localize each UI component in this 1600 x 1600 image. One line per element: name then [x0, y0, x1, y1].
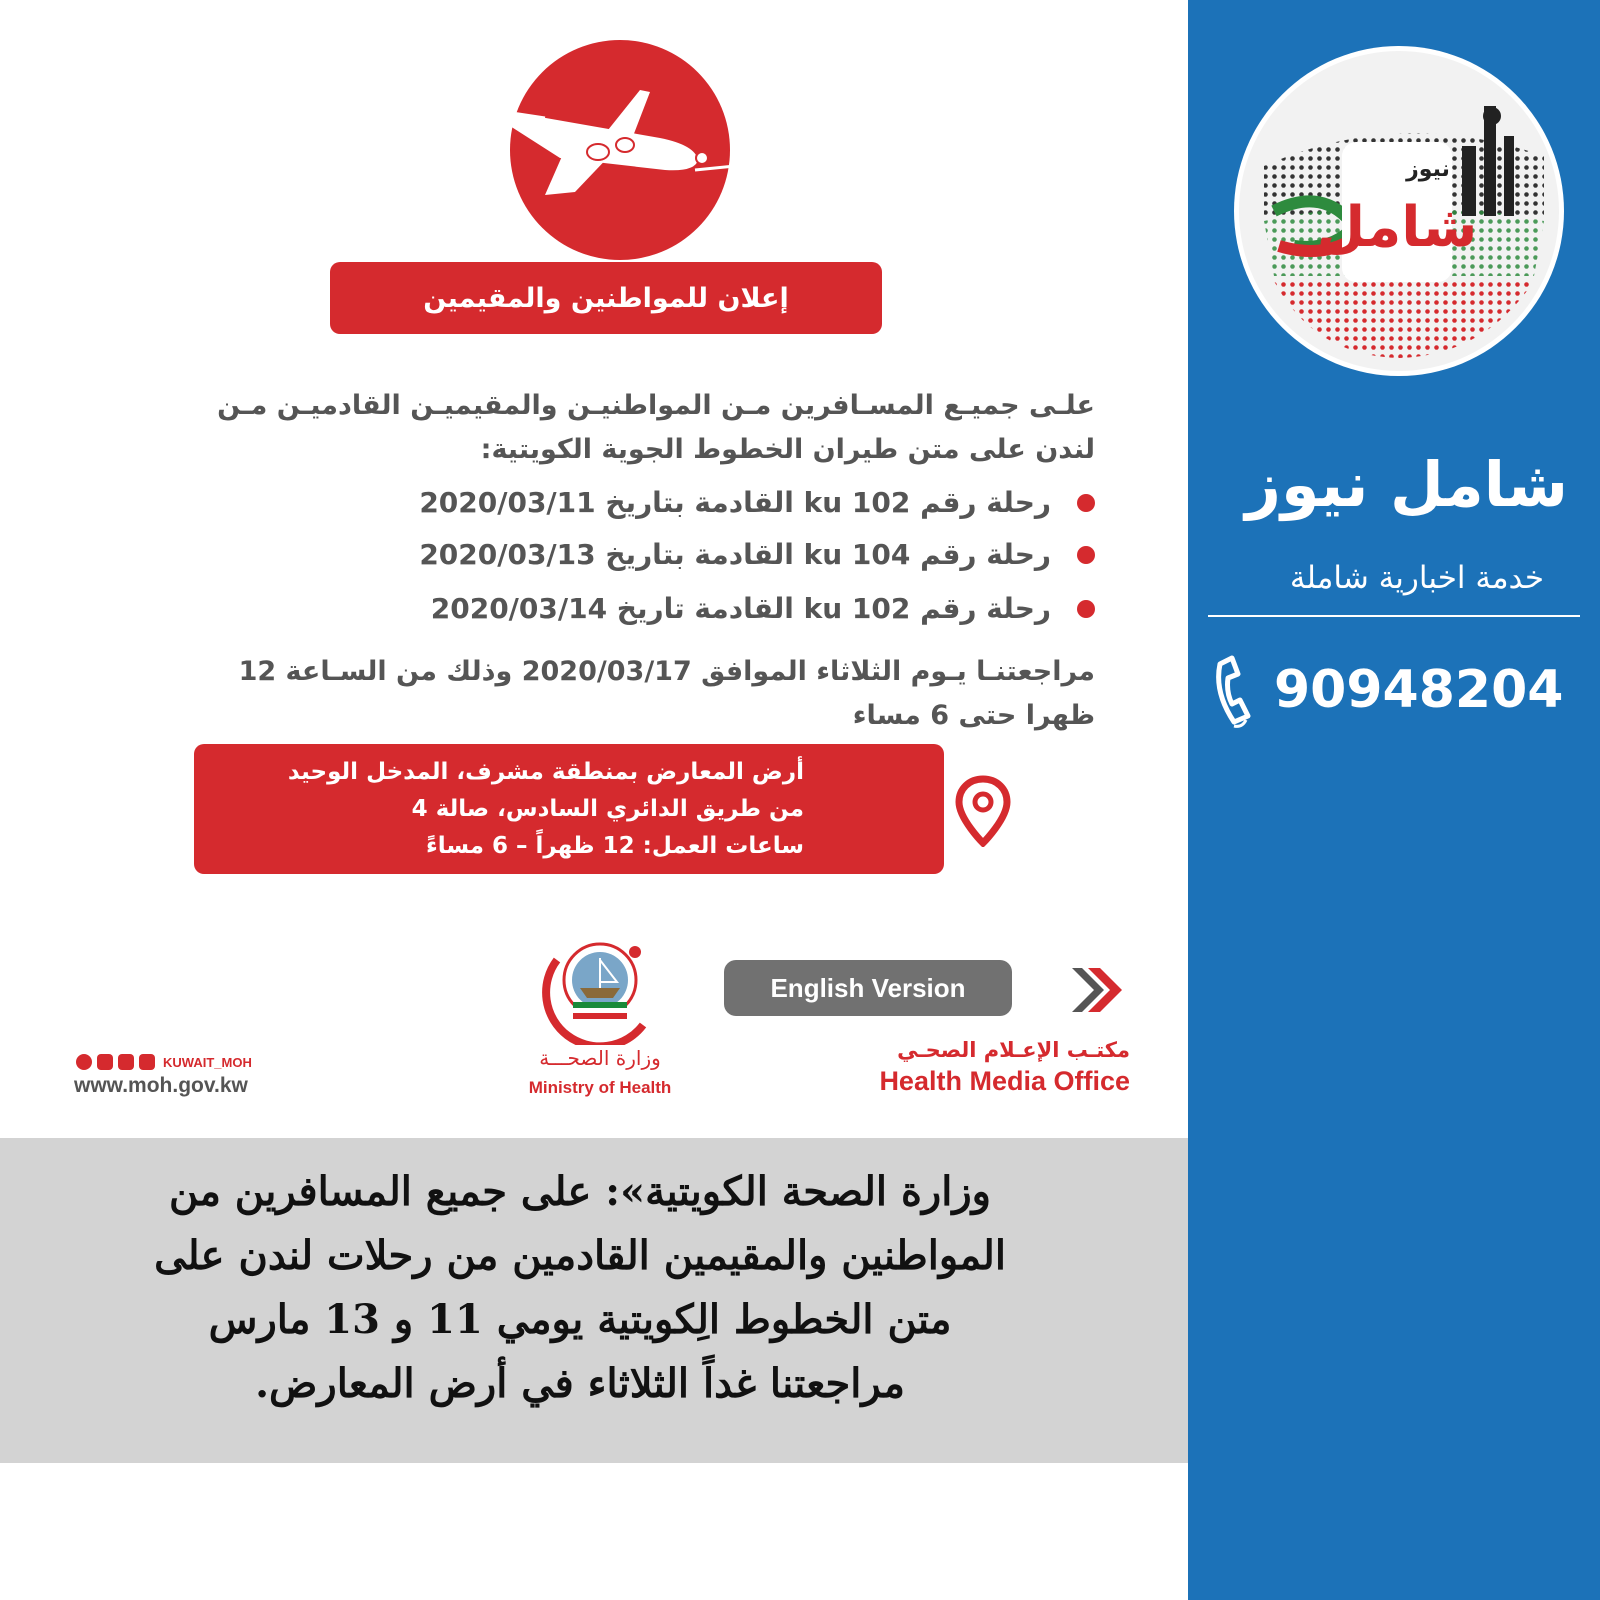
caption-line-4: مراجعتنا غداً الثلاثاء في أرض المعارض.	[255, 1360, 905, 1407]
logo-large-text: شامل	[1316, 195, 1478, 260]
visit-paragraph	[110, 650, 1095, 738]
bullet-dot	[1077, 600, 1095, 618]
instagram-icon[interactable]	[97, 1054, 113, 1070]
brand-name: شامل نيوز	[1245, 448, 1568, 521]
english-version-button[interactable]	[724, 960, 1012, 1016]
visit-line-1: مراجعتنـا يـوم الثلاثاء الموافق 2020/03/17 وذلك من السـاعة 12	[238, 656, 1095, 687]
visit-line-2: ظهرا حتى 6 مساء	[852, 700, 1095, 731]
location-pin-icon	[955, 775, 1011, 847]
caption-line-3: متن الخطوط الِكويتية يومي 11 و 13 مارس	[208, 1296, 952, 1343]
phone-number[interactable]: 90948204	[1274, 660, 1564, 720]
brand-tagline: خدمة اخبارية شاملة	[1289, 560, 1544, 596]
social-links	[76, 1054, 252, 1070]
phone-icon	[1212, 652, 1270, 732]
announcement-title-banner	[330, 262, 882, 334]
ministry-emblem-icon	[535, 930, 665, 1045]
sidebar-divider	[1208, 615, 1580, 617]
location-line-3: ساعات العمل: 12 ظهراً – 6 مساءً	[425, 833, 804, 859]
ministry-name-english: Ministry of Health	[528, 1078, 672, 1097]
location-line-1: أرض المعارض بمنطقة مشرف، المدخل الوحيد	[287, 759, 804, 785]
news-caption	[40, 1160, 1120, 1416]
caption-line-2: المواطنين والمقيمين القادمين من رحلات لندن على	[154, 1232, 1006, 1279]
health-media-office-english: Health Media Office	[879, 1066, 1130, 1096]
bullet-dot	[1077, 494, 1095, 512]
social-handle: KUWAIT_MOH	[163, 1054, 252, 1070]
location-line-2: من طريق الدائري السادس، صالة 4	[411, 796, 804, 822]
airplane-icon	[450, 60, 770, 210]
intro-line-2: لندن على متن طيران الخطوط الجوية الكويتية:	[480, 434, 1095, 465]
flight-text: رحلة رقم 104 ku القادمة بتاريخ 2020/03/13	[419, 538, 1051, 571]
website-link[interactable]: www.moh.gov.kw	[74, 1074, 248, 1097]
ministry-name-arabic: وزارة الصحـــة	[539, 1046, 661, 1070]
flight-text: رحلة رقم 102 ku القادمة بتاريخ 2020/03/11	[419, 486, 1051, 519]
twitter-icon[interactable]	[76, 1054, 92, 1070]
double-arrow-icon	[1066, 960, 1126, 1020]
facebook-icon[interactable]	[118, 1054, 134, 1070]
flight-item	[330, 538, 1095, 571]
brand-logo	[1234, 46, 1564, 376]
intro-line-1: علـى جميـع المسـافرين مـن المواطنيـن والمقيميـن القادميـن مـن	[217, 390, 1095, 421]
english-version-label: English Version	[770, 972, 966, 1003]
flight-text: رحلة رقم 102 ku القادمة تاريخ 2020/03/14	[430, 592, 1051, 625]
location-box	[194, 744, 944, 874]
flight-item	[330, 592, 1095, 625]
logo-small-text: نيوز	[1406, 157, 1450, 182]
bullet-dot	[1077, 546, 1095, 564]
youtube-icon[interactable]	[139, 1054, 155, 1070]
health-media-office-arabic: مكتـب الإعـلام الصحـي	[897, 1038, 1130, 1062]
announcement-title: إعلان للمواطنين والمقيمين	[423, 282, 789, 314]
brand-logo-graphic	[1234, 46, 1564, 376]
caption-line-1: وزارة الصحة الكويتية»: على جميع المسافرين من	[169, 1168, 991, 1215]
intro-paragraph	[80, 384, 1095, 472]
flight-item	[330, 486, 1095, 519]
